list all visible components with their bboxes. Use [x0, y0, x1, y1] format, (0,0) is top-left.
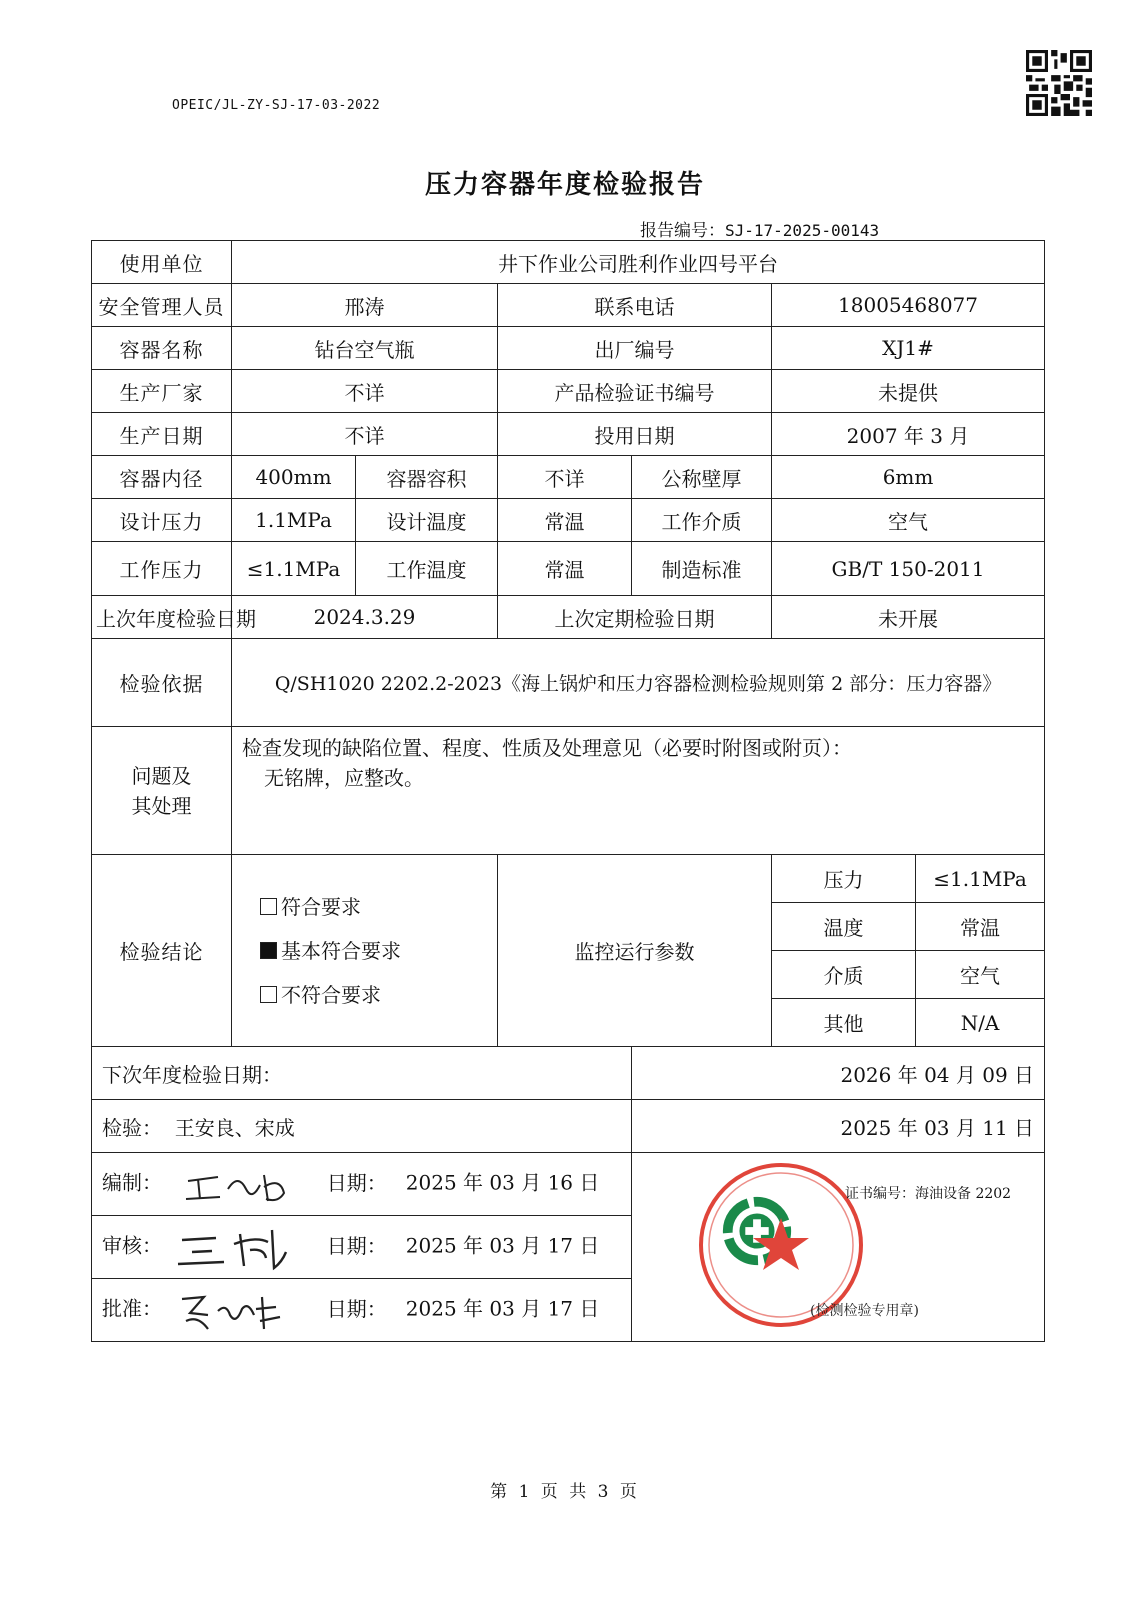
value-inspectors: 王安良、宋成 — [174, 1115, 295, 1140]
row-maker — [92, 370, 1045, 413]
approval-reviewed — [92, 1216, 632, 1279]
label-approved: 批准： — [102, 1296, 162, 1321]
page-footer: 第 1 页 共 3 页 — [490, 1482, 640, 1502]
option-label: 符合要求 — [281, 894, 361, 919]
value-factory-no: XJ1# — [772, 327, 1045, 370]
row-dimensions — [92, 456, 1045, 499]
inspectors — [92, 1100, 632, 1153]
label-wall: 公称壁厚 — [632, 456, 772, 499]
checkbox-icon — [260, 986, 277, 1003]
label-phone: 联系电话 — [498, 284, 772, 327]
label-next-inspection: 下次年度检验日期： — [92, 1047, 632, 1100]
row-vessel — [92, 327, 1045, 370]
param-value: 空气 — [916, 951, 1045, 999]
param-value: 常温 — [916, 903, 1045, 951]
label-factory-no: 出厂编号 — [498, 327, 772, 370]
param-value: N/A — [916, 999, 1045, 1047]
row-user — [92, 241, 1045, 284]
row-issues — [92, 727, 1045, 855]
row-design — [92, 499, 1045, 542]
checkbox-icon — [260, 942, 277, 959]
param-label: 介质 — [772, 951, 916, 999]
label-safety: 安全管理人员 — [92, 284, 232, 327]
value-standard: GB/T 150-2011 — [772, 542, 1045, 596]
row-conclusion — [92, 855, 1045, 903]
value-vessel: 钻台空气瓶 — [232, 327, 498, 370]
inspection-table — [91, 240, 1045, 1342]
value-date: 2025 年 03 月 16 日 — [405, 1170, 600, 1195]
value-wall: 6mm — [772, 456, 1045, 499]
value-issues — [232, 727, 1045, 855]
label-vessel: 容器名称 — [92, 327, 232, 370]
qr-code-icon — [1026, 50, 1092, 116]
value-date: 2025 年 03 月 17 日 — [405, 1296, 600, 1321]
row-basis — [92, 639, 1045, 727]
label-prod-date: 生产日期 — [92, 413, 232, 456]
option-non-compliant[interactable] — [260, 973, 493, 1017]
value-working-pressure: ≤1.1MPa — [232, 542, 356, 596]
label-standard: 制造标准 — [632, 542, 772, 596]
document-code: OPEIC/JL-ZY-SJ-17-03-2022 — [172, 98, 381, 113]
value-phone: 18005468077 — [772, 284, 1045, 327]
param-label: 温度 — [772, 903, 916, 951]
label-date: 日期： — [326, 1233, 387, 1258]
option-basically-compliant[interactable] — [260, 929, 493, 973]
issues-intro: 检查发现的缺陷位置、程度、性质及处理意见（必要时附图或附页）： — [242, 736, 852, 760]
label-diameter: 容器内径 — [92, 456, 232, 499]
label-medium: 工作介质 — [632, 499, 772, 542]
value-use-date: 2007 年 3 月 — [772, 413, 1045, 456]
value-user: 井下作业公司胜利作业四号平台 — [232, 241, 1045, 284]
label-last-regular: 上次定期检验日期 — [498, 596, 772, 639]
value-inspect-date: 2025 年 03 月 11 日 — [632, 1100, 1045, 1153]
approval-prepared — [92, 1153, 632, 1216]
report-number — [640, 216, 879, 241]
label-monitor: 监控运行参数 — [498, 855, 772, 1047]
value-design-pressure: 1.1MPa — [232, 499, 356, 542]
row-next-inspection — [92, 1047, 1045, 1100]
certificate-number: 证书编号：海油设备 2202 — [845, 1186, 1012, 1202]
value-date: 2025 年 03 月 17 日 — [405, 1233, 600, 1258]
option-label: 基本符合要求 — [281, 938, 401, 963]
label-conclusion: 检验结论 — [92, 855, 232, 1047]
value-volume: 不详 — [498, 456, 632, 499]
label-prepared: 编制： — [102, 1170, 162, 1195]
seal-label: (检测检验专用章) — [810, 1303, 919, 1319]
param-value: ≤1.1MPa — [916, 855, 1045, 903]
signature-icon — [168, 1222, 308, 1272]
report-number-label: 报告编号： — [640, 221, 725, 241]
label-basis: 检验依据 — [92, 639, 232, 727]
signature-icon — [168, 1285, 308, 1335]
label-design-temp: 设计温度 — [356, 499, 498, 542]
label-issues-line1: 问题及 — [131, 763, 192, 788]
label-use-date: 投用日期 — [498, 413, 772, 456]
approval-approved — [92, 1279, 632, 1342]
label-inspect: 检验： — [102, 1115, 162, 1140]
label-date: 日期： — [326, 1296, 387, 1321]
label-maker: 生产厂家 — [92, 370, 232, 413]
value-basis: Q/SH1020 2202.2-2023《海上锅炉和压力容器检测检验规则第 2 部分：压力容器》 — [232, 639, 1045, 727]
conclusion-options — [232, 855, 498, 1047]
option-label: 不符合要求 — [281, 982, 381, 1007]
row-last-inspection — [92, 596, 1045, 639]
label-volume: 容器容积 — [356, 456, 498, 499]
label-date: 日期： — [326, 1170, 387, 1195]
value-working-temp: 常温 — [498, 542, 632, 596]
signature-icon — [168, 1159, 308, 1209]
row-dates — [92, 413, 1045, 456]
value-medium: 空气 — [772, 499, 1045, 542]
row-working — [92, 542, 1045, 596]
document-title: 压力容器年度检验报告 — [424, 170, 705, 200]
value-next-inspection: 2026 年 04 月 09 日 — [632, 1047, 1045, 1100]
value-prod-date: 不详 — [232, 413, 498, 456]
row-safety — [92, 284, 1045, 327]
label-last-annual: 上次年度检验日期 — [92, 596, 232, 639]
label-user: 使用单位 — [92, 241, 232, 284]
label-reviewed: 审核： — [102, 1233, 162, 1258]
label-working-pressure: 工作压力 — [92, 542, 232, 596]
value-cert: 未提供 — [772, 370, 1045, 413]
label-issues — [92, 727, 232, 855]
checkbox-icon — [260, 898, 277, 915]
row-inspectors — [92, 1100, 1045, 1153]
issues-text: 无铭牌，应整改。 — [264, 766, 424, 790]
param-label: 其他 — [772, 999, 916, 1047]
option-compliant[interactable] — [260, 885, 493, 929]
value-maker: 不详 — [232, 370, 498, 413]
value-safety: 邢涛 — [232, 284, 498, 327]
value-diameter: 400mm — [232, 456, 356, 499]
value-design-temp: 常温 — [498, 499, 632, 542]
label-cert: 产品检验证书编号 — [498, 370, 772, 413]
report-number-value: SJ-17-2025-00143 — [725, 221, 880, 240]
label-working-temp: 工作温度 — [356, 542, 498, 596]
label-design-pressure: 设计压力 — [92, 499, 232, 542]
param-label: 压力 — [772, 855, 916, 903]
value-last-annual: 2024.3.29 — [232, 596, 498, 639]
label-issues-line2: 其处理 — [131, 793, 192, 818]
value-last-regular: 未开展 — [772, 596, 1045, 639]
